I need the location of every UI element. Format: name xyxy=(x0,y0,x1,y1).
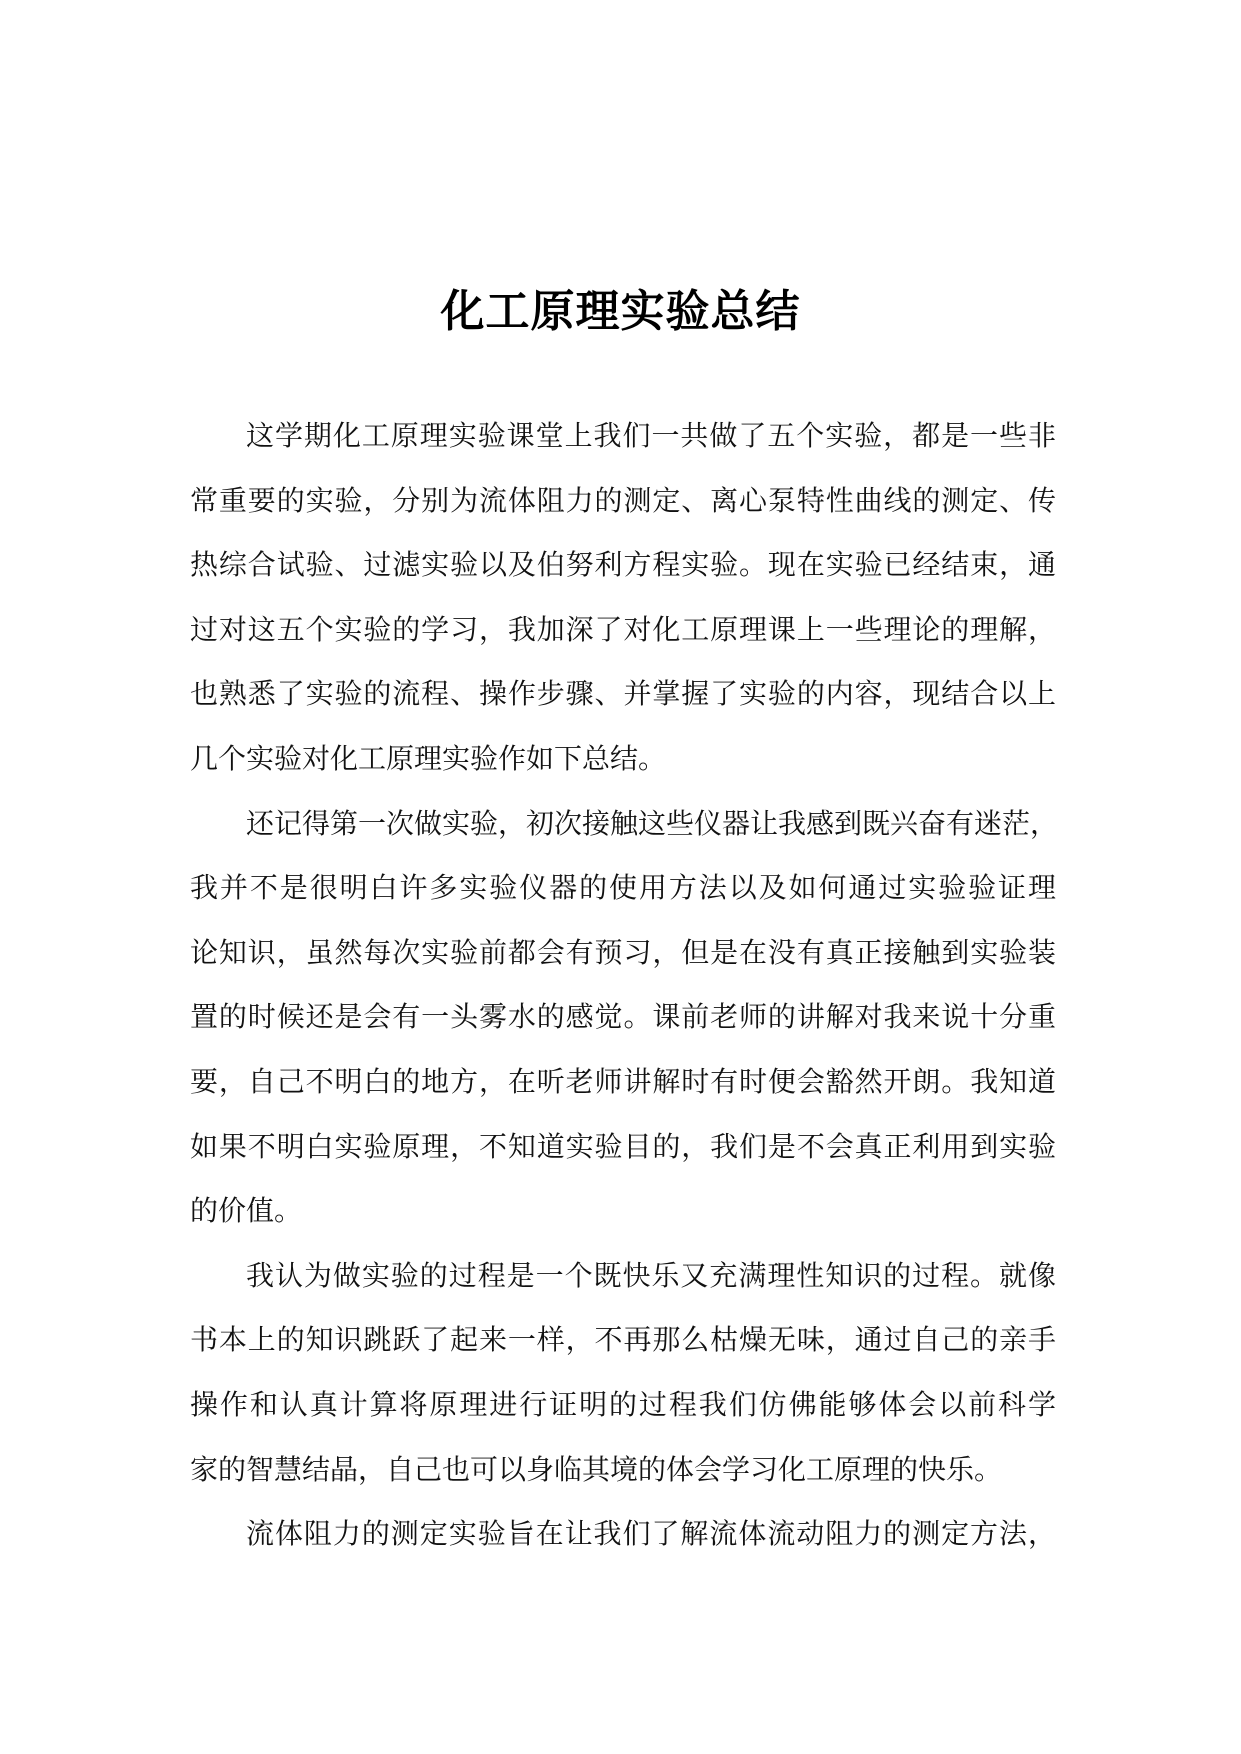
text-line: 家的智慧结晶，自己也可以身临其境的体会学习化工原理的快乐。 xyxy=(190,1452,1003,1486)
text-line: 如果不明白实验原理，不知道实验目的，我们是不会真正利用到实验 xyxy=(190,1129,1056,1163)
text-line: 要，自己不明白的地方，在听老师讲解时有时便会豁然开朗。我知道 xyxy=(190,1064,1056,1098)
text-line: 论知识，虽然每次实验前都会有预习，但是在没有真正接触到实验装 xyxy=(190,935,1056,969)
text-line: 置的时候还是会有一头雾水的感觉。课前老师的讲解对我来说十分重 xyxy=(190,1000,1056,1034)
text-line: 常重要的实验，分别为流体阻力的测定、离心泵特性曲线的测定、传 xyxy=(190,483,1056,517)
text-line: 的价值。 xyxy=(190,1194,303,1228)
document-body xyxy=(190,416,1059,1579)
document-title: 化工原理实验总结 xyxy=(440,286,801,337)
text-line: 书本上的知识跳跃了起来一样，不再那么枯燥无味，通过自己的亲手 xyxy=(190,1323,1056,1357)
text-line: 过对这五个实验的学习，我加深了对化工原理课上一些理论的理解， xyxy=(190,612,1056,646)
text-line: 我并不是很明白许多实验仪器的使用方法以及如何通过实验验证理 xyxy=(190,871,1056,905)
text-line: 还记得第一次做实验，初次接触这些仪器让我感到既兴奋有迷茫， xyxy=(246,806,1059,840)
text-line: 这学期化工原理实验课堂上我们一共做了五个实验，都是一些非 xyxy=(246,419,1056,452)
text-line: 热综合试验、过滤实验以及伯努利方程实验。现在实验已经结束，通 xyxy=(190,548,1056,582)
text-line: 几个实验对化工原理实验作如下总结。 xyxy=(190,741,667,775)
text-line: 也熟悉了实验的流程、操作步骤、并掌握了实验的内容，现结合以上 xyxy=(190,677,1056,711)
text-line: 流体阻力的测定实验旨在让我们了解流体流动阻力的测定方法， xyxy=(246,1517,1056,1551)
text-line: 我认为做实验的过程是一个既快乐又充满理性知识的过程。就像 xyxy=(246,1258,1056,1292)
text-line: 操作和认真计算将原理进行证明的过程我们仿佛能够体会以前科学 xyxy=(190,1387,1056,1421)
